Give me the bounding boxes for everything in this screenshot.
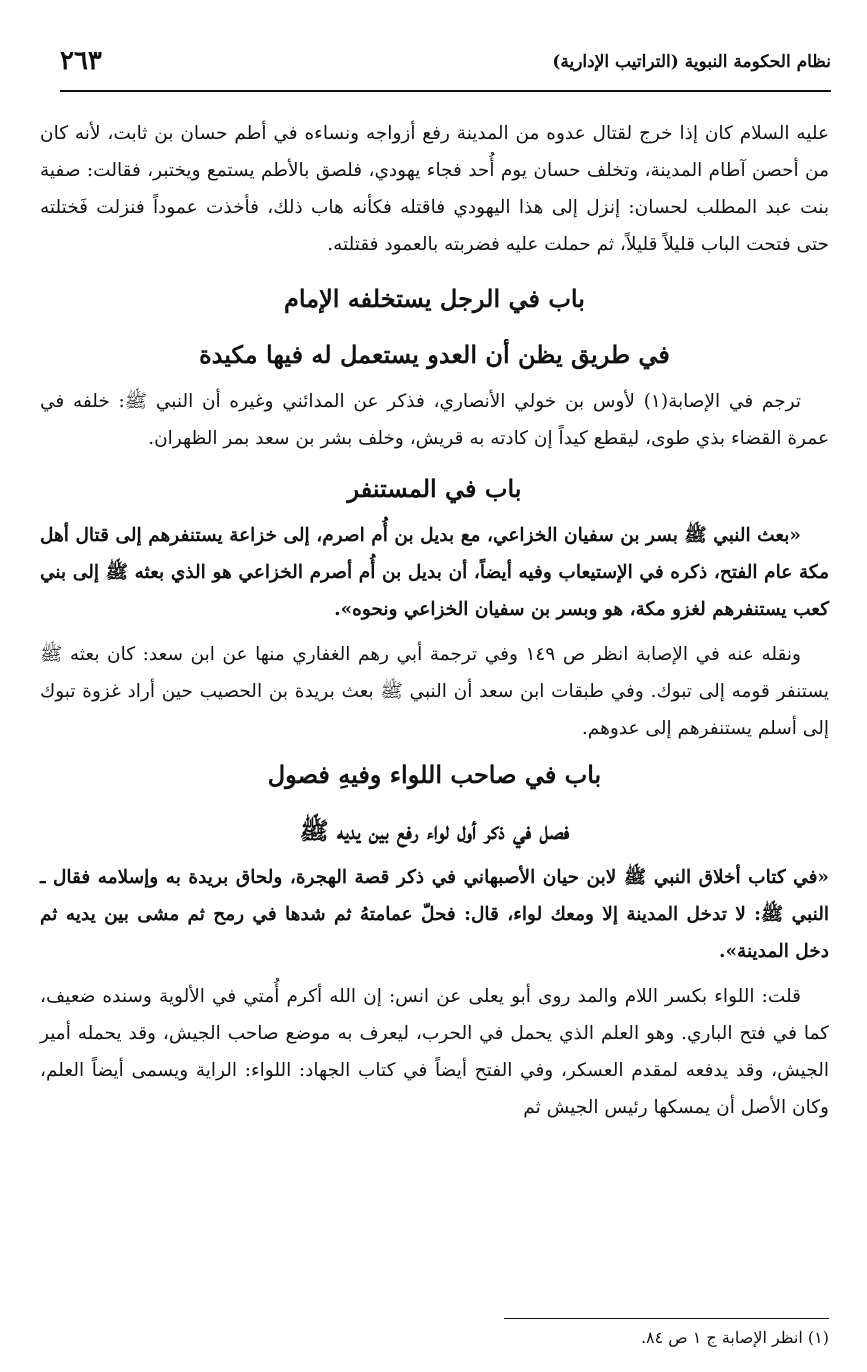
paragraph: قلت: اللواء بكسر اللام والمد روى أبو يعلى عن انس: إن الله أكرم أُمتي في الألوية وسنده ضعيف، كما في فتح الباري. وهو العلم الذي يحمل في الحرب، ليعرف به موضع صاحب الجيش، وقد يحمله أمير الجيش، وقد يدفعه لمقدم العسكر، وفي الفتح أيضاً في كتاب الجهاد: اللواء: الراية ويسمى أيضاً العلم، وكان الأصل أن يمسكها رئيس الجيش ثم [40, 986, 829, 1118]
quoted-paragraph: «بعث النبي ﷺ بسر بن سفيان الخزاعي، مع بديل بن أُم اصرم، إلى خزاعة يستنفرهم إلى قتال أهل مكة عام الفتح، ذكره في الإستيعاب وفيه أيضاً، أن بديل بن أُم أصرم الخزاعي هو الذي بعثه ﷺ إلى بني كعب يستنفرهم لغزو مكة، هو وبسر بن سفيان الخزاعي ونحوه». [40, 525, 829, 620]
section-heading: فصل في ذكر أول لواء رفع بين يديه ﷺ [299, 816, 570, 845]
page-header [60, 46, 831, 92]
paragraph: عليه السلام كان إذا خرج لقتال عدوه من المدينة رفع أزواجه ونساءه في أطم حسان بن ثابت، لأنه كان من أحصن آطام المدينة، وتخلف حسان يوم أُحد فجاء يهودي، فلصق بالأطم يستمع ويختبر، فقالت: صفية بنت عبد المطلب لحسان: إنزل إلى هذا اليهودي فاقتله فكأنه هاب ذلك، فأخذت عموداً فنزلت فَختلته حتى فتحت الباب قليلاً قليلاً، ثم حملت عليه فضربته بالعمود فقتلته. [40, 123, 829, 255]
paragraph: ترجم في الإصابة(١) لأوس بن خولي الأنصاري، فذكر عن المدائني وغيره أن النبي ﷺ: خلفه في عمرة القضاء بذي طوى، ليقطع كيداً إن كادته به قريش، وخلف بشر بن سعد بمر الظهران. [40, 391, 829, 449]
running-title: نظام الحكومة النبوية (التراتيب الإدارية) [552, 52, 831, 72]
chapter-heading: باب في الرجل يستخلفه الإمام [284, 284, 585, 313]
page-body [40, 115, 829, 1126]
chapter-heading: باب في المستنفر [347, 474, 522, 503]
footnote: (١) انظر الإصابة ج ١ ص ٨٤. [640, 1328, 829, 1347]
chapter-heading: باب في صاحب اللواء وفيهِ فصول [267, 760, 602, 789]
chapter-heading-continued: في طريق يظن أن العدو يستعمل له فيها مكيدة [199, 340, 670, 369]
paragraph: ونقله عنه في الإصابة انظر ص ١٤٩ وفي ترجمة أبي رهم الغفاري منها عن ابن سعد: كان بعثه ﷺ يستنفر قومه إلى تبوك. وفي طبقات ابن سعد أن النبي ﷺ بعث بريدة بن الحصيب حين أراد غزوة تبوك إلى أسلم يستنفرهم إلى عدوهم. [40, 644, 829, 739]
quoted-paragraph: «في كتاب أخلاق النبي ﷺ لابن حيان الأصبهاني في ذكر قصة الهجرة، ولحاق بريدة به وإسلامه فقال ـ النبي ﷺ: لا تدخل المدينة إلا ومعك لواء، قال: فحلّ عمامتهُ ثم شدها في رمح ثم مشى بين يديه ثم دخل المدينة». [40, 867, 829, 962]
footnote-divider [504, 1318, 829, 1319]
page-number: ٢٦٣ [60, 46, 102, 76]
